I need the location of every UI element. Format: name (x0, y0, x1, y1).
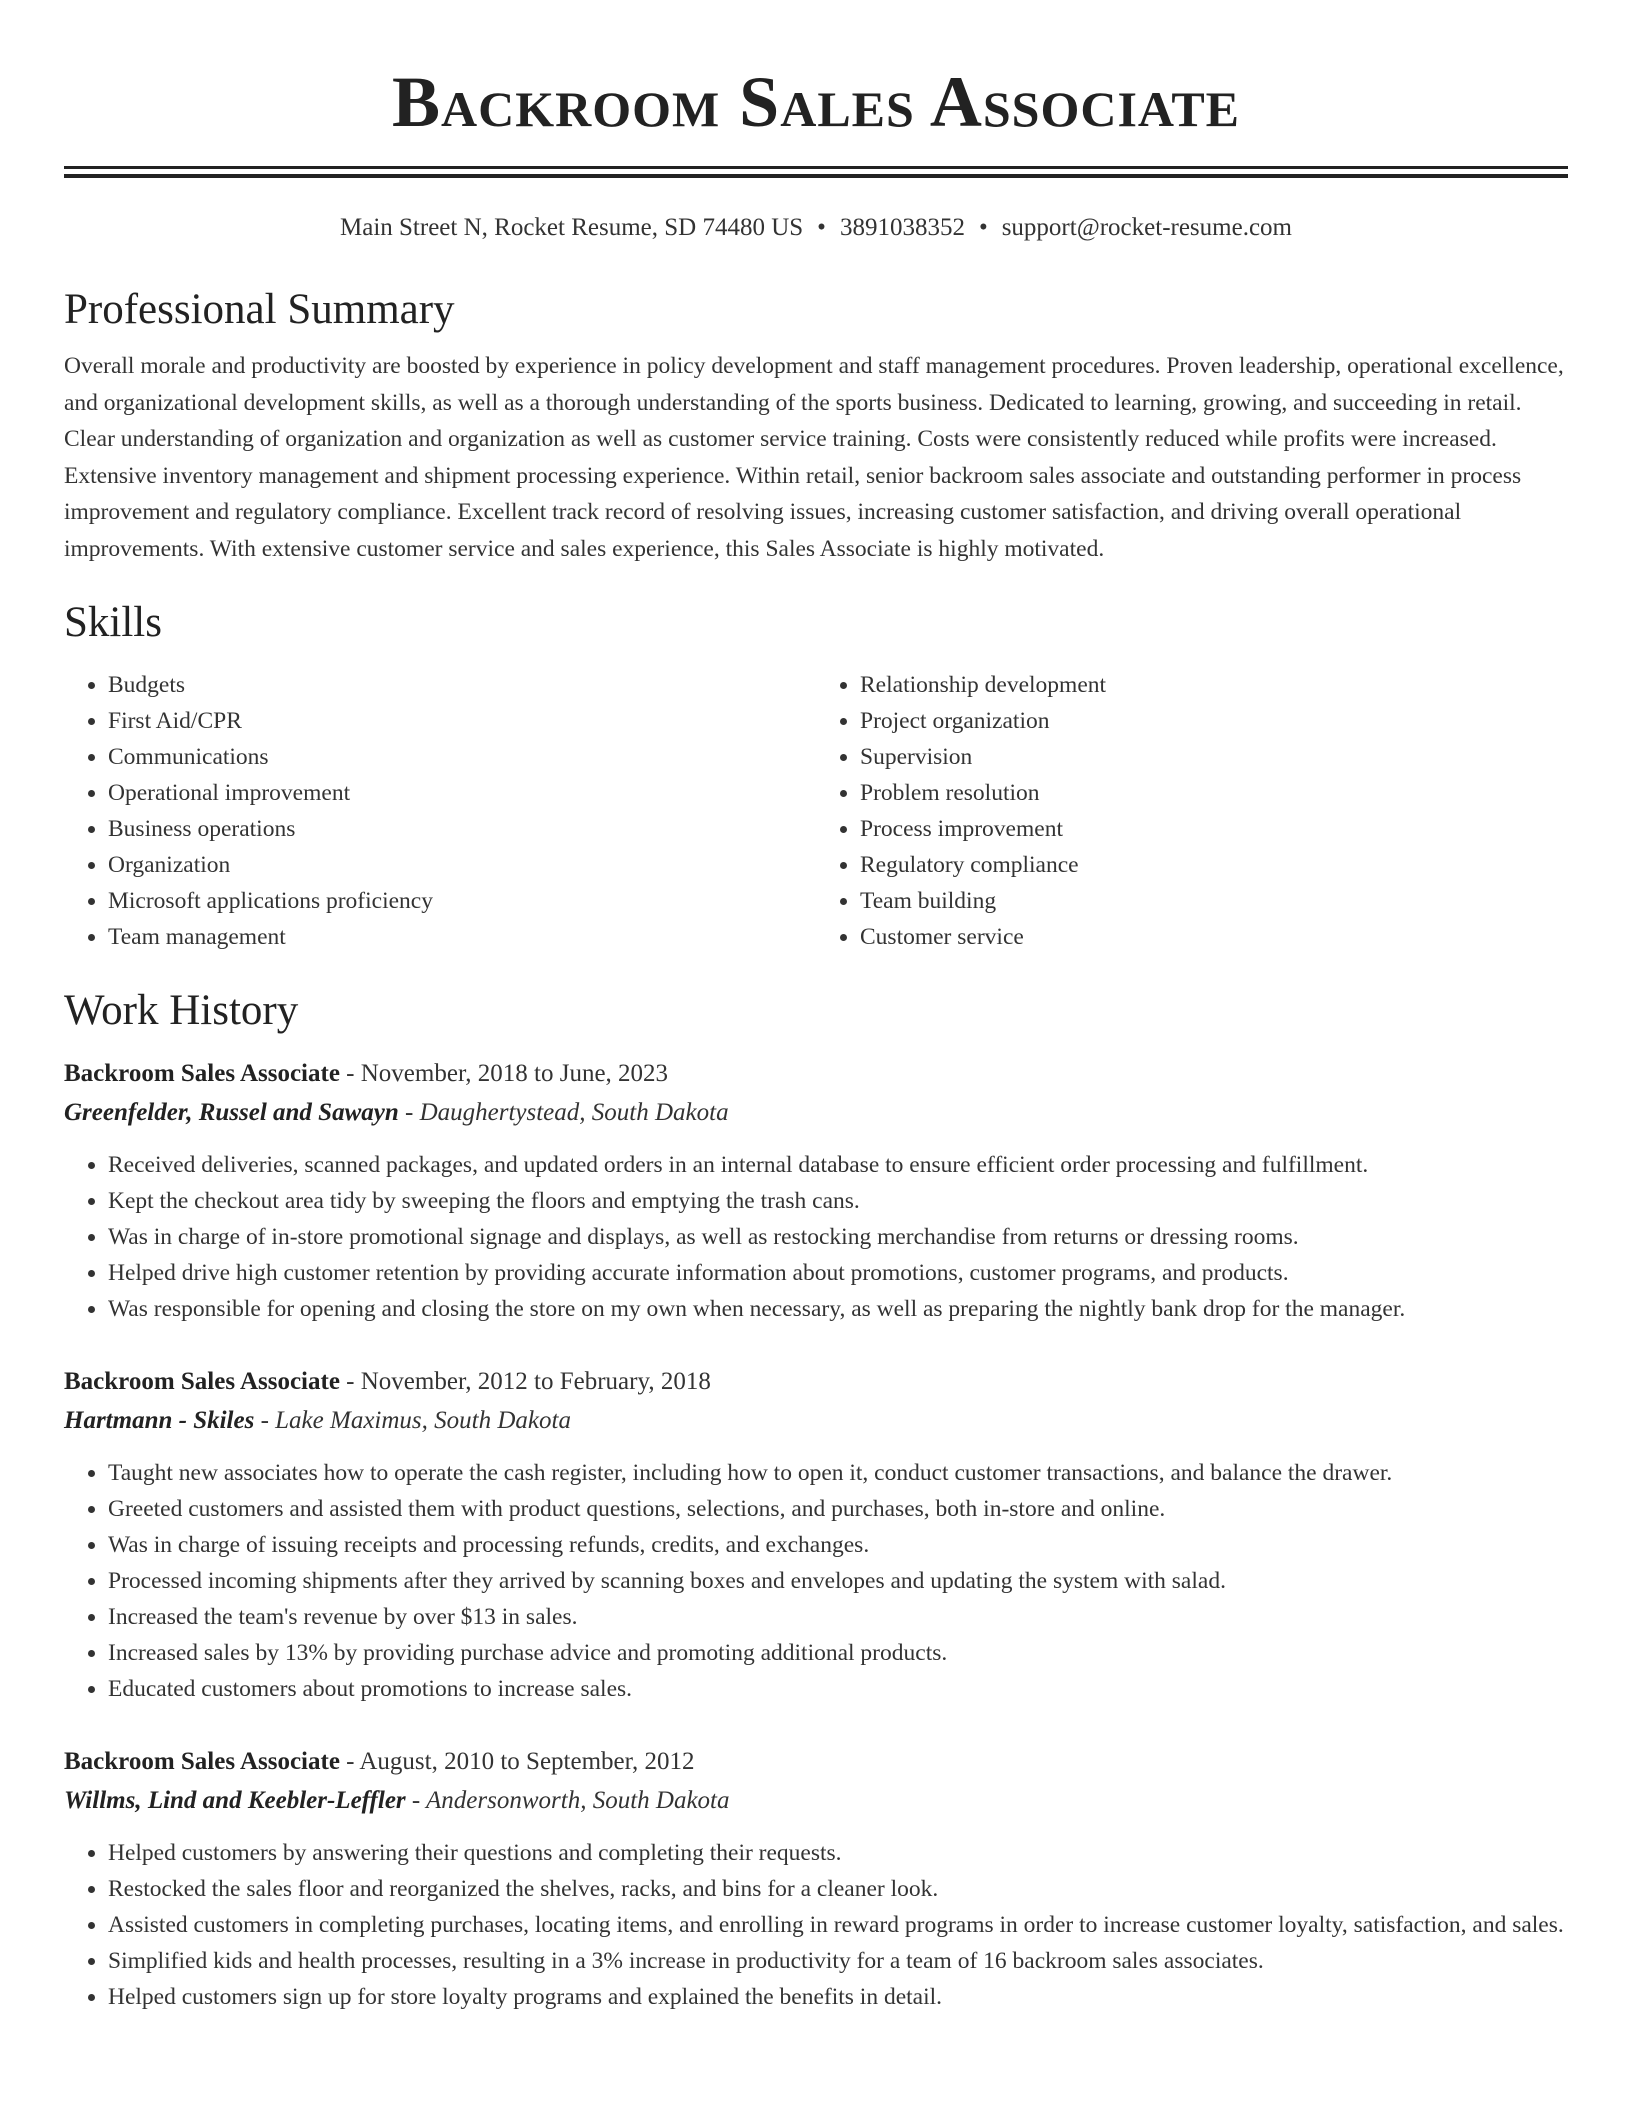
skill-item: • Regulatory compliance (860, 847, 1568, 883)
job-title: Backroom Sales Associate (64, 1060, 340, 1087)
job-location: - Lake Maximus, South Dakota (254, 1407, 571, 1434)
job-bullet: • Kept the checkout area tidy by sweeping the floors and emptying the trash cans. (108, 1183, 1568, 1219)
job-title: Backroom Sales Associate (64, 1748, 340, 1775)
skill-item: • Process improvement (860, 811, 1568, 847)
job-entry (64, 1743, 1568, 2015)
job-entry (64, 1055, 1568, 1327)
skills-right-list (816, 667, 1568, 955)
contact-separator: • (817, 214, 826, 241)
resume-title: Backroom Sales Associate (391, 62, 1241, 142)
job-entry (64, 1363, 1568, 1707)
summary-text: Overall morale and productivity are boosted by experience in policy development and staff management procedures. Proven leadership, operational excellence, and organizational development skills, as well as a thorough understanding of the sports business. Dedicated to learning, growing, and succeeding in retail. Clear understanding of organization and organization as well as customer service training. Costs were consistently reduced while profits were increased. Extensive inventory management and shipment processing experience. Within retail, senior backroom sales associate and outstanding performer in process improvement and regulatory compliance. Excellent track record of resolving issues, increasing customer satisfaction, and driving overall operational improvements. With extensive customer service and sales experience, this Sales Associate is highly motivated. (64, 353, 1564, 562)
skill-item: • Project organization (860, 703, 1568, 739)
job-header (64, 1363, 1568, 1401)
job-bullet: • Was responsible for opening and closing the store on my own when necessary, as well as preparing the nightly bank drop for the manager. (108, 1291, 1568, 1327)
skill-item: • Supervision (860, 739, 1568, 775)
skill-item: • Relationship development (860, 667, 1568, 703)
skill-item: • First Aid/CPR (108, 703, 816, 739)
skill-item: • Operational improvement (108, 775, 816, 811)
job-bullet: • Restocked the sales floor and reorganized the shelves, racks, and bins for a cleaner look. (108, 1871, 1568, 1907)
job-bullet: • Processed incoming shipments after they arrived by scanning boxes and envelopes and updating the system with salad. (108, 1563, 1568, 1599)
contact-email: support@rocket-resume.com (1001, 214, 1292, 241)
skills-columns (64, 667, 1568, 955)
skills-heading: Skills (64, 599, 162, 646)
job-dates: - November, 2018 to June, 2023 (339, 1060, 669, 1087)
contact-address: Main Street N, Rocket Resume, SD 74480 US (340, 214, 804, 241)
skills-left-list (64, 667, 816, 955)
job-company: Hartmann - Skiles (64, 1407, 255, 1434)
contact-separator: • (978, 214, 988, 241)
job-bullets (64, 1455, 1568, 1707)
skill-item: • Problem resolution (860, 775, 1568, 811)
skill-item: • Communications (108, 739, 816, 775)
job-bullet: • Helped drive high customer retention by providing accurate information about promotions, customer programs, and products. (108, 1255, 1568, 1291)
job-bullets (64, 1147, 1568, 1327)
job-header (64, 1055, 1568, 1093)
job-bullet: • Increased the team's revenue by over $13 in sales. (108, 1599, 1568, 1635)
job-bullet: • Increased sales by 13% by providing purchase advice and promoting additional products. (108, 1635, 1568, 1671)
skill-item: • Business operations (108, 811, 816, 847)
skill-item: • Team building (860, 883, 1568, 919)
contact-line (64, 212, 1568, 244)
job-title: Backroom Sales Associate (64, 1368, 340, 1395)
job-bullet: • Received deliveries, scanned packages, and updated orders in an internal database to ensure efficient order processing and fulfillment. (108, 1147, 1568, 1183)
job-bullet: • Taught new associates how to operate the cash register, including how to open it, conduct customer transactions, and balance the drawer. (108, 1455, 1568, 1491)
job-employer (64, 1781, 1568, 1821)
job-bullet: • Simplified kids and health processes, resulting in a 3% increase in productivity for a team of 16 backroom sales associates. (108, 1943, 1568, 1979)
work-history-heading: Work History (64, 987, 299, 1034)
job-employer (64, 1401, 1568, 1441)
job-location: - Daughertystead, South Dakota (398, 1099, 729, 1126)
job-bullet: • Was in charge of issuing receipts and processing refunds, credits, and exchanges. (108, 1527, 1568, 1563)
job-company: Willms, Lind and Keebler-Leffler (64, 1787, 406, 1814)
summary-heading: Professional Summary (64, 286, 455, 333)
skill-item: • Organization (108, 847, 816, 883)
job-bullet: • Greeted customers and assisted them with product questions, selections, and purchases, both in-store and online. (108, 1491, 1568, 1527)
skill-item: • Microsoft applications proficiency (108, 883, 816, 919)
job-header (64, 1743, 1568, 1781)
job-dates: - August, 2010 to September, 2012 (339, 1748, 695, 1775)
contact-phone: 3891038352 (839, 214, 965, 241)
job-dates: - November, 2012 to February, 2018 (339, 1368, 711, 1395)
job-employer (64, 1093, 1568, 1133)
job-company: Greenfelder, Russel and Sawayn (64, 1099, 399, 1126)
job-bullet: • Educated customers about promotions to increase sales. (108, 1671, 1568, 1707)
job-bullet: • Helped customers by answering their questions and completing their requests. (108, 1835, 1568, 1871)
job-bullet: • Was in charge of in-store promotional signage and displays, as well as restocking merchandise from returns or dressing rooms. (108, 1219, 1568, 1255)
title-double-rule (64, 166, 1568, 178)
job-bullet: • Helped customers sign up for store loyalty programs and explained the benefits in detail. (108, 1979, 1568, 2015)
job-location: - Andersonworth, South Dakota (405, 1787, 730, 1814)
job-bullet: • Assisted customers in completing purchases, locating items, and enrolling in reward programs in order to increase customer loyalty, satisfaction, and sales. (108, 1907, 1568, 1943)
job-bullets (64, 1835, 1568, 2015)
skill-item: • Customer service (860, 919, 1568, 955)
skill-item: • Budgets (108, 667, 816, 703)
skill-item: • Team management (108, 919, 816, 955)
